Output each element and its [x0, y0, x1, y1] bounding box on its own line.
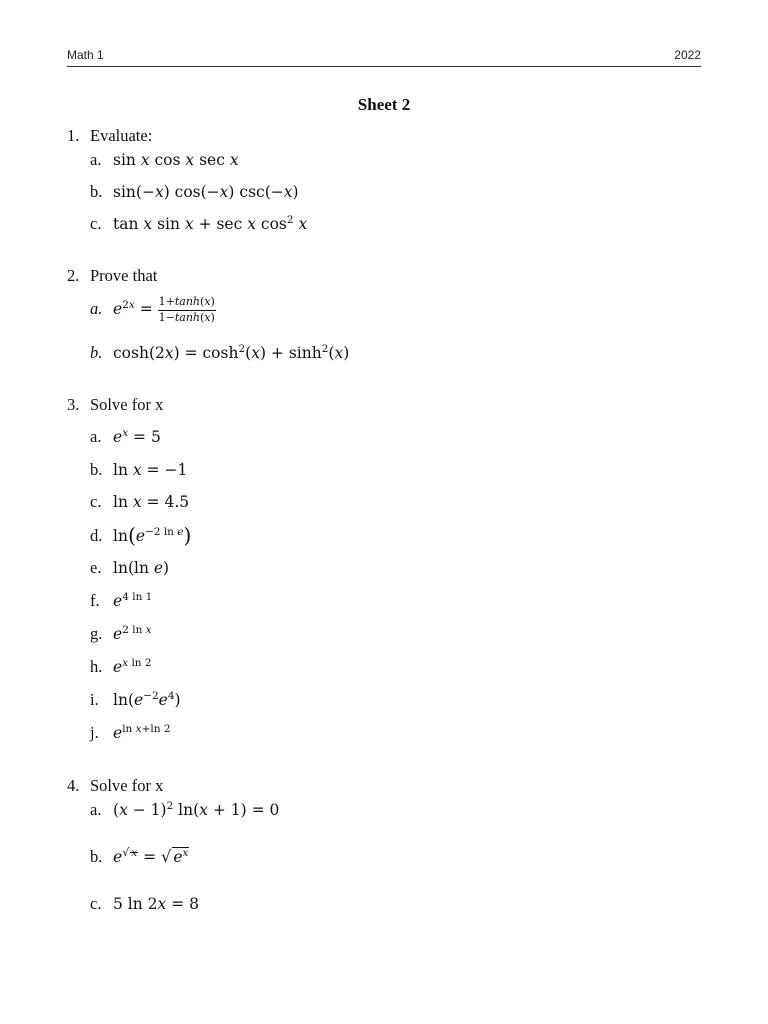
- math-expression: $e^{4 ln 1}$: [113, 591, 153, 610]
- item-label: g.: [90, 624, 103, 643]
- item-label: j.: [90, 723, 99, 742]
- item-label: c.: [90, 214, 102, 233]
- question-4: [67, 776, 163, 796]
- math-expression: sin x cos x sec x: [113, 151, 239, 169]
- item-label: b.: [90, 847, 103, 866]
- q2-item-b: [90, 343, 349, 363]
- question-prompt: Solve for x: [90, 395, 164, 414]
- item-label: b.: [90, 182, 103, 201]
- math-expression: ln x = −1: [113, 461, 188, 479]
- math-expression: $e^{ln x+ln 2}$: [113, 723, 171, 742]
- item-label: f.: [90, 591, 100, 610]
- item-label: i.: [90, 690, 99, 709]
- q2-item-a: [90, 296, 216, 324]
- question-prompt: Evaluate:: [90, 126, 153, 145]
- q1-item-c: [90, 214, 307, 234]
- q1-item-b: [90, 182, 299, 202]
- question-number: 1.: [67, 126, 80, 145]
- q3-item-j: [90, 723, 171, 743]
- item-label: h.: [90, 657, 103, 676]
- q3-item-b: [90, 460, 187, 480]
- item-label: e.: [90, 558, 102, 577]
- math-expression: $(x - 1)^2$ ln(x + 1) = 0: [113, 800, 280, 819]
- math-expression: sin(−x) cos(−x) csc(−x): [113, 183, 299, 201]
- item-label: b.: [90, 460, 103, 479]
- sheet-title: Sheet 2: [357, 95, 411, 114]
- item-label: d.: [90, 526, 103, 546]
- math-expression: ln x = 4.5: [113, 493, 190, 511]
- question-prompt: Prove that: [90, 266, 158, 285]
- math-expression: $e^x = 5$: [113, 427, 161, 446]
- math-expression: tan x sin x + sec x $\cos^2 x$: [113, 214, 308, 233]
- math-expression: $\ln(e^{-2}e^4)$: [113, 690, 181, 709]
- q3-item-i: [90, 690, 181, 710]
- q3-item-c: [90, 492, 189, 512]
- header-year: 2022: [674, 48, 701, 62]
- q4-item-b: [90, 847, 189, 867]
- item-label: b.: [90, 343, 103, 362]
- question-prompt: Solve for x: [90, 776, 164, 795]
- q3-item-d: [90, 524, 191, 548]
- question-2: [67, 266, 157, 286]
- item-label: a.: [90, 150, 102, 169]
- question-number: 3.: [67, 395, 80, 414]
- item-label: c.: [90, 894, 102, 913]
- math-expression: $e^{2x}$ = $\frac{1+\tanh(x)}{1-\tanh(x)}$: [113, 295, 215, 324]
- item-label: a.: [90, 299, 103, 319]
- q3-item-h: [90, 657, 152, 677]
- q3-item-f: [90, 591, 152, 611]
- math-expression: $\cosh(2x) = \cosh^2(x) + \sinh^2(x)$: [113, 343, 350, 362]
- q4-item-c: [90, 894, 199, 914]
- header-rule: [67, 66, 701, 67]
- math-expression: $\ln(e^{-2 ln e})$: [113, 524, 192, 548]
- item-label: c.: [90, 492, 102, 511]
- fraction: $\frac{1+\tanh(x)}{1-\tanh(x)}$: [158, 295, 215, 324]
- header-course: Math 1: [67, 48, 104, 62]
- math-expression: ln(ln e): [113, 559, 170, 577]
- question-1: [67, 126, 152, 146]
- q4-item-a: [90, 800, 279, 820]
- question-3: [67, 395, 163, 415]
- math-expression: $e^{√ x}$ = √ $e^x$: [113, 846, 189, 866]
- item-label: a.: [90, 427, 102, 446]
- q1-item-a: [90, 150, 239, 170]
- q3-item-g: [90, 624, 152, 644]
- item-label: a.: [90, 800, 102, 819]
- question-number: 4.: [67, 776, 80, 795]
- math-expression: $e^{2 ln x}$: [113, 624, 152, 643]
- math-expression: 5 ln 2x = 8: [113, 895, 199, 913]
- question-number: 2.: [67, 266, 80, 285]
- q3-item-e: [90, 558, 169, 578]
- math-expression: $e^{x ln 2}$: [113, 657, 152, 676]
- q3-item-a: [90, 427, 161, 447]
